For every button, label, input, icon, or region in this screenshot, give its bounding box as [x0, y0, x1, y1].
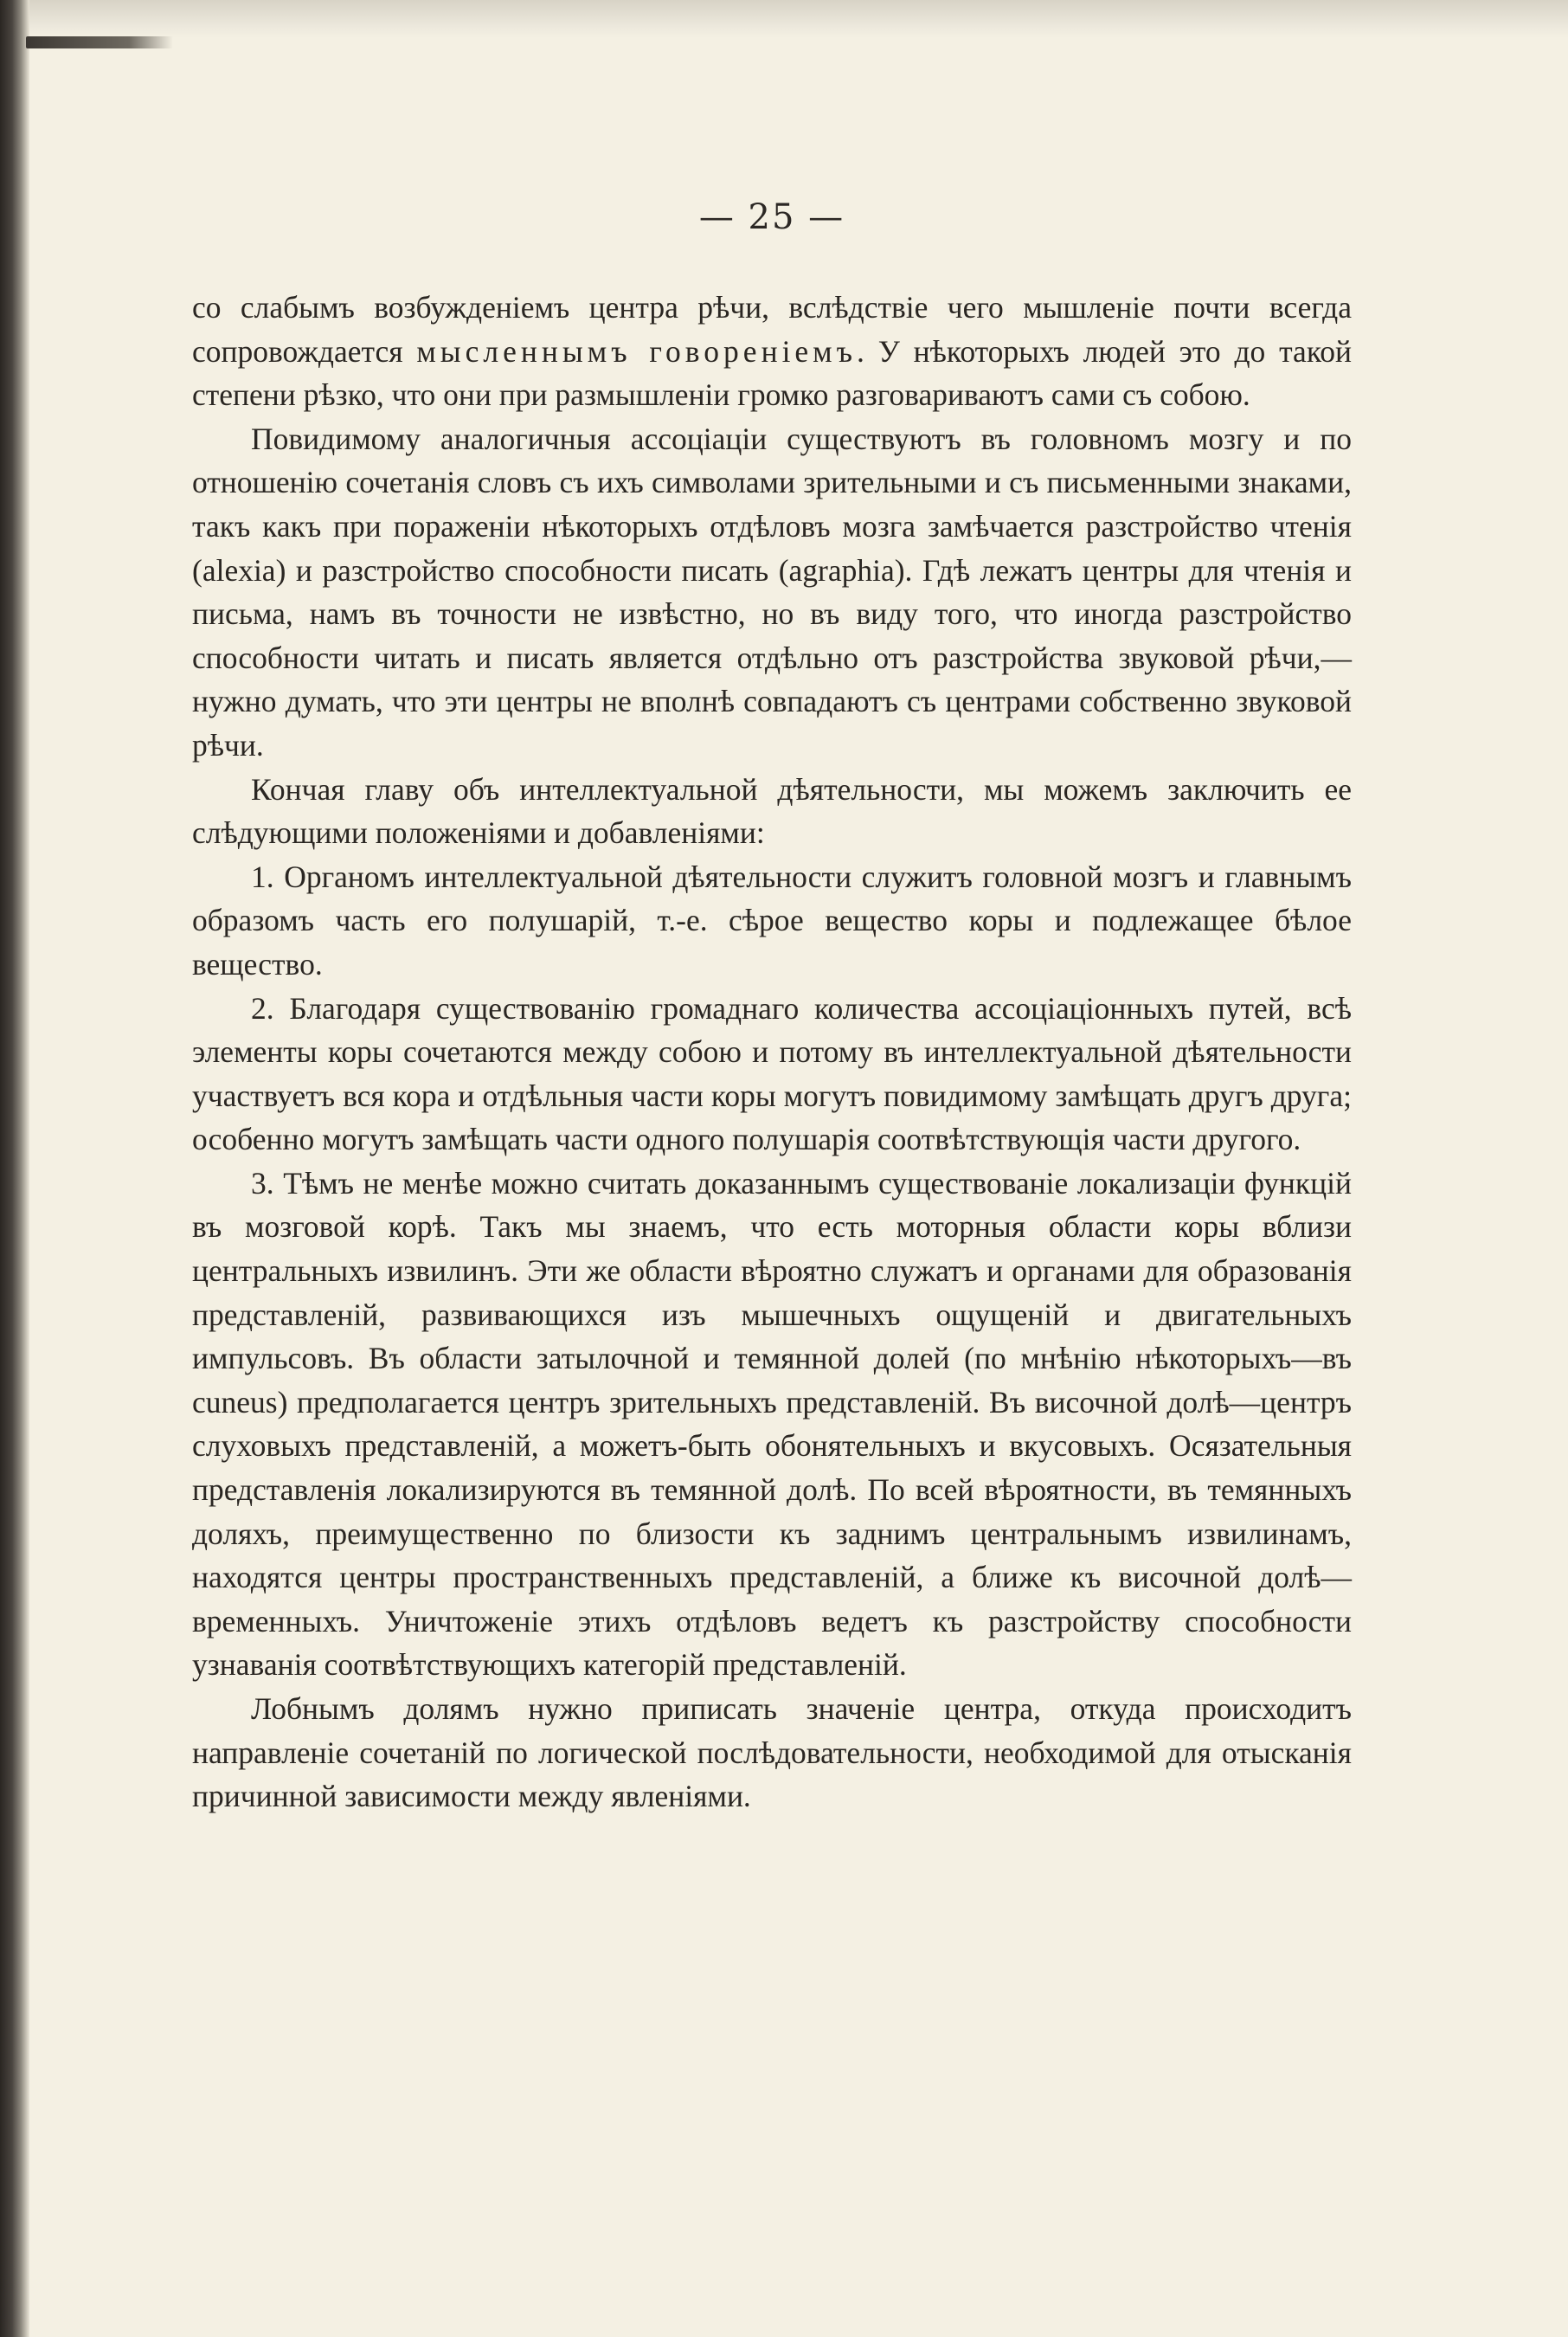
list-item-2: 2. Благодаря существованію громаднаго количества ассоціаціонныхъ путей, всѣ элементы коры сочетаются между собою и потому въ интеллектуальной дѣятельности участвуетъ вся кора и отдѣльныя части коры могутъ повидимому замѣщать другъ друга; особенно могутъ замѣщать части одного полушарія соотвѣтствующія части другого. — [192, 990, 1352, 1157]
scan-binding-edge — [0, 0, 29, 2337]
paragraph-association: Повидимому аналогичныя ассоціаціи существуютъ въ головномъ мозгу и по отношенію сочетанія словъ съ ихъ символами зрительными и съ письменными знаками, такъ какъ при пораженіи нѣкоторыхъ отдѣловъ мозга замѣчается разстройство чтенія (alexia) и разстройство способности писать (agraphia). Гдѣ лежатъ центры для чтенія и письма, намъ въ точности не извѣстно, но въ виду того, что иногда разстройство способности читать и писать является отдѣльно отъ разстройства звуковой рѣчи,—нужно думать, что эти центры не вполнѣ совпадаютъ съ центрами собственно звуковой рѣчи. — [192, 421, 1352, 763]
paragraph-text: со слабымъ возбужденіемъ центра рѣчи, вслѣдствіе чего мышленіе почти всегда сопровождается — [192, 290, 1352, 369]
list-item-3: 3. Тѣмъ не менѣе можно считать доказаннымъ существованіе локализаціи функцій въ мозговой корѣ. Такъ мы знаемъ, что есть моторныя области коры вблизи центральныхъ извилинъ. Эти же области вѣроятно служатъ и органами для образованія представленій, развивающихся изъ мышечныхъ ощущеній и двигательныхъ импульсовъ. Въ области затылочной и темянной долей (по мнѣнію нѣкоторыхъ—въ cuneus) предполагается центръ зрительныхъ представленій. Въ височной долѣ—центръ слуховыхъ представленій, а можетъ-быть обонятельныхъ и вкусовыхъ. Осязательныя представленія локализируются въ темянной долѣ. По всей вѣроятности, въ темянныхъ доляхъ, преимущественно по близости къ заднимъ центральнымъ извилинамъ, находятся центры пространственныхъ представленій, а ближе къ височной долѣ—временныхъ. Уничтоженіе этихъ отдѣловъ ведетъ къ разстройству способности узнаванія соотвѣтствующихъ категорій представленій. — [192, 1165, 1352, 1683]
page-number: — 25 — — [698, 197, 845, 237]
paragraph-continuation — [192, 286, 1352, 417]
body-text — [192, 286, 1352, 1819]
paragraph-text: . У нѣкоторыхъ людей это до такой степени рѣзко, что они при размышленіи громко разговариваютъ сами съ собою. — [192, 333, 1353, 413]
list-item-1: 1. Органомъ интеллектуальной дѣятельности служитъ головной мозгъ и главнымъ образомъ часть его полушарій, т.-е. сѣрое вещество коры и подлежащее бѣлое вещество. — [192, 859, 1352, 982]
scan-corner-mark — [26, 36, 173, 48]
emphasized-phrase: мысленнымъ говореніемъ — [416, 333, 858, 369]
book-page — [192, 0, 1352, 2337]
paragraph-frontal-lobes: Лобнымъ долямъ нужно приписать значеніе центра, откуда происходитъ направленіе сочетаній по логической послѣдовательности, необходимой для отысканія причинной зависимости между явленіями. — [192, 1691, 1352, 1814]
paragraph-conclusion-intro: Кончая главу объ интеллектуальной дѣятельности, мы можемъ заключить ее слѣдующими положеніями и добавленіями: — [192, 771, 1352, 851]
